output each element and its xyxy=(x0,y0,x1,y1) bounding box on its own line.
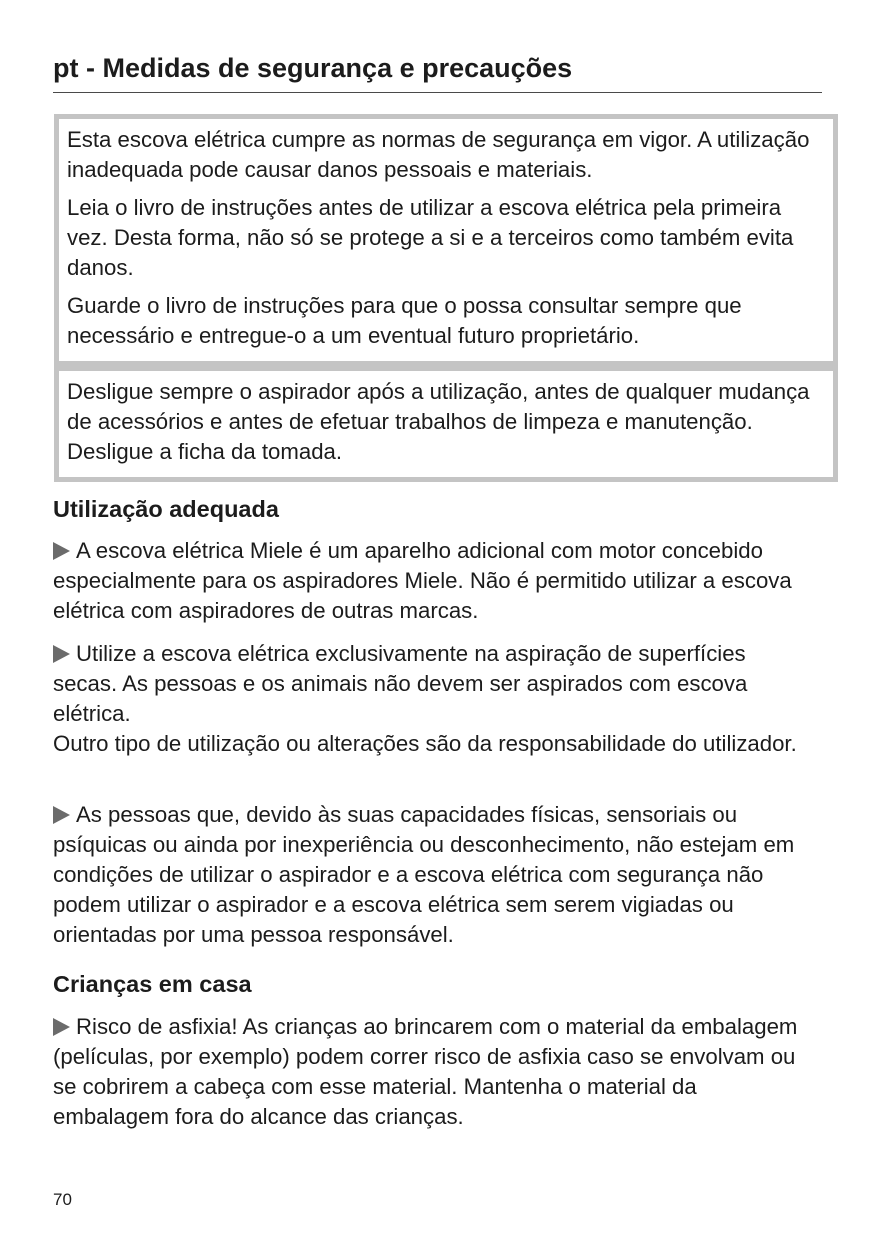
instruction-text: A escova elétrica Miele é um aparelho adicional com motor concebido especialmente para os aspiradores Miele. Não é permitido utilizar a escova elétrica com aspiradores de outras marcas. xyxy=(53,538,792,623)
notice-paragraph: Leia o livro de instruções antes de utilizar a escova elétrica pela primeira vez. Desta forma, não só se protege a si e a terceiros como também evita danos. xyxy=(67,195,794,280)
instruction-item xyxy=(53,639,815,759)
title-divider xyxy=(53,92,822,93)
instruction-item xyxy=(53,1012,815,1132)
instruction-item xyxy=(53,536,815,626)
page-title: pt - Medidas de segurança e precauções xyxy=(53,53,573,83)
play-arrow-icon xyxy=(53,645,70,663)
instruction-text: As pessoas que, devido às suas capacidades físicas, sensoriais ou psíquicas ou ainda por inexperiência ou desconhecimento, não estejam em condições de utilizar o aspirador e a escova elétrica com segurança não podem utilizar o aspirador e a escova elétrica sem serem vigiadas ou orientadas por uma pessoa responsável. xyxy=(53,802,795,947)
instruction-text: Risco de asfixia! As crianças ao brincarem com o material da embalagem (películas, por exemplo) podem correr risco de asfixia caso se envolvam ou se cobrirem a cabeça com esse material. Mantenha o material da embalagem fora do alcance das crianças. xyxy=(53,1014,798,1129)
section-heading-proper-use: Utilização adequada xyxy=(53,496,279,522)
notice-paragraph: Desligue sempre o aspirador após a utilização, antes de qualquer mudança de acessórios e antes de efetuar trabalhos de limpeza e manutenção. Desligue a ficha da tomada. xyxy=(67,379,810,464)
instruction-text: Utilize a escova elétrica exclusivamente na aspiração de superfícies secas. As pessoas e os animais não devem ser aspirados com escova elétrica. xyxy=(53,641,748,726)
safety-notice-box xyxy=(54,114,838,366)
play-arrow-icon xyxy=(53,1018,70,1036)
section-heading-children: Crianças em casa xyxy=(53,971,252,997)
play-arrow-icon xyxy=(53,806,70,824)
disconnect-notice-box xyxy=(54,366,838,482)
instruction-continuation: Outro tipo de utilização ou alterações são da responsabilidade do utilizador. xyxy=(53,731,797,756)
notice-paragraph: Esta escova elétrica cumpre as normas de segurança em vigor. A utilização inadequada pode causar danos pessoais e materiais. xyxy=(67,127,810,182)
play-arrow-icon xyxy=(53,542,70,560)
notice-paragraph: Guarde o livro de instruções para que o possa consultar sempre que necessário e entregue-o a um eventual futuro proprietário. xyxy=(67,293,742,348)
instruction-item xyxy=(53,800,815,950)
page-number: 70 xyxy=(53,1190,72,1209)
